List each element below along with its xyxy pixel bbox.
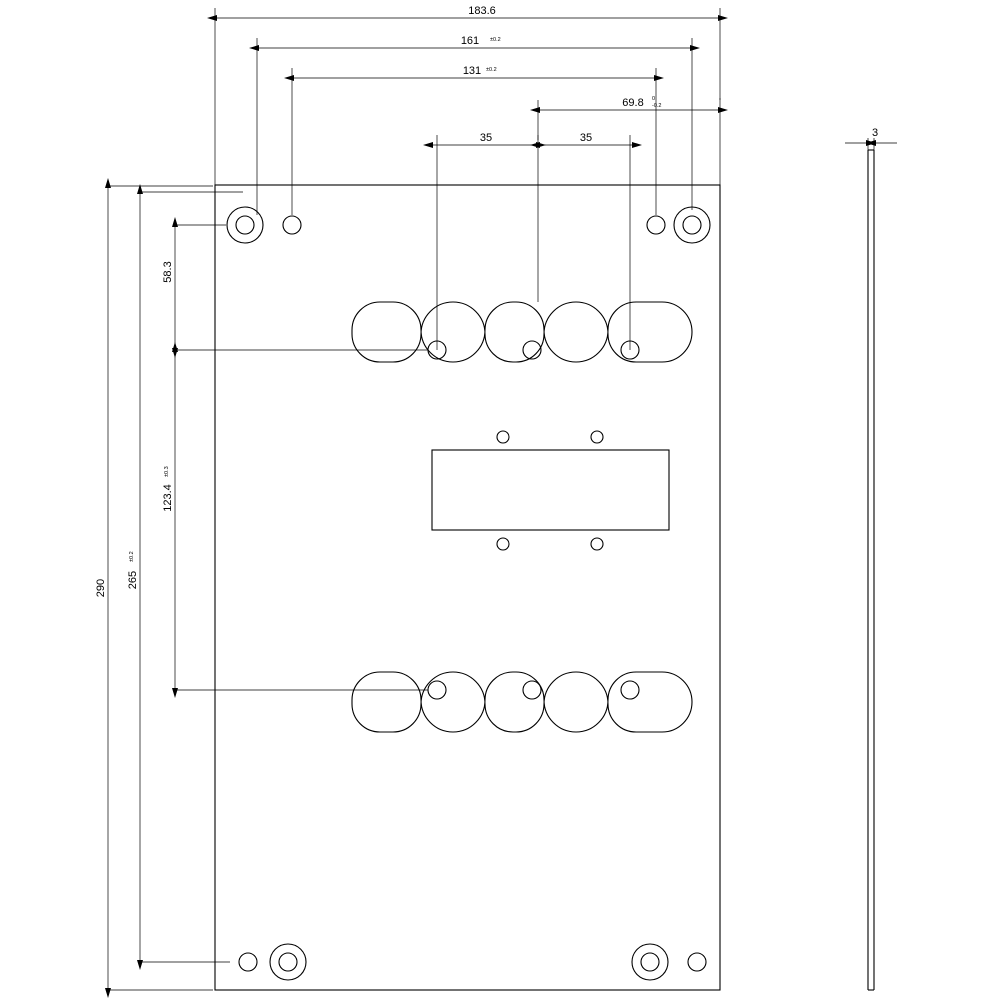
- dim-height-123-4: [175, 350, 428, 690]
- dim-label-35-left: 35: [479, 132, 493, 144]
- dim-tol-161: ±0.2: [490, 37, 501, 43]
- lower-pickup-cutout: [352, 672, 692, 732]
- small-hole-bottom-right: [688, 953, 706, 971]
- dim-tol-131: ±0.2: [486, 67, 497, 73]
- small-hole-top-right: [647, 216, 665, 234]
- corner-mount-hole-top-left: [227, 207, 263, 243]
- small-hole-top-left: [283, 216, 301, 234]
- dim-thickness: [845, 138, 897, 150]
- dim-spacing-35-right: [539, 135, 633, 350]
- corner-mount-hole-top-right: [674, 207, 710, 243]
- small-hole-bottom-left: [239, 953, 257, 971]
- dim-height-58-3: [175, 225, 226, 349]
- dim-label-69-8: 69.8: [622, 97, 644, 109]
- dim-tol-69-8-upper: 0: [652, 96, 656, 102]
- dim-tol-265: ±0.2: [129, 551, 135, 562]
- center-rectangle-cutout: [432, 431, 669, 550]
- side-view: [868, 150, 874, 990]
- dim-spacing-35-left: [432, 135, 541, 350]
- dim-label-35-right: 35: [579, 132, 593, 144]
- corner-mount-hole-bottom-right: [632, 944, 668, 980]
- dim-height-265: [140, 192, 243, 962]
- dim-label-131: 131: [462, 65, 482, 77]
- upper-pickup-cutout: [352, 302, 692, 362]
- dim-label-265: 265: [127, 570, 139, 590]
- dim-overall-height: [108, 186, 213, 990]
- dim-label-290: 290: [95, 578, 107, 598]
- dim-label-123-4: 123.4: [162, 484, 174, 512]
- corner-mount-hole-bottom-left: [270, 944, 306, 980]
- dim-label-161: 161: [460, 35, 480, 47]
- dim-label-thickness: 3: [871, 127, 879, 139]
- dim-width-131: [292, 68, 656, 215]
- dim-tol-123-4: ±0.3: [164, 466, 170, 477]
- dim-tol-69-8-lower: -0.2: [652, 103, 662, 109]
- dim-label-183-6: 183.6: [468, 5, 496, 17]
- dim-label-58-3: 58.3: [162, 261, 174, 283]
